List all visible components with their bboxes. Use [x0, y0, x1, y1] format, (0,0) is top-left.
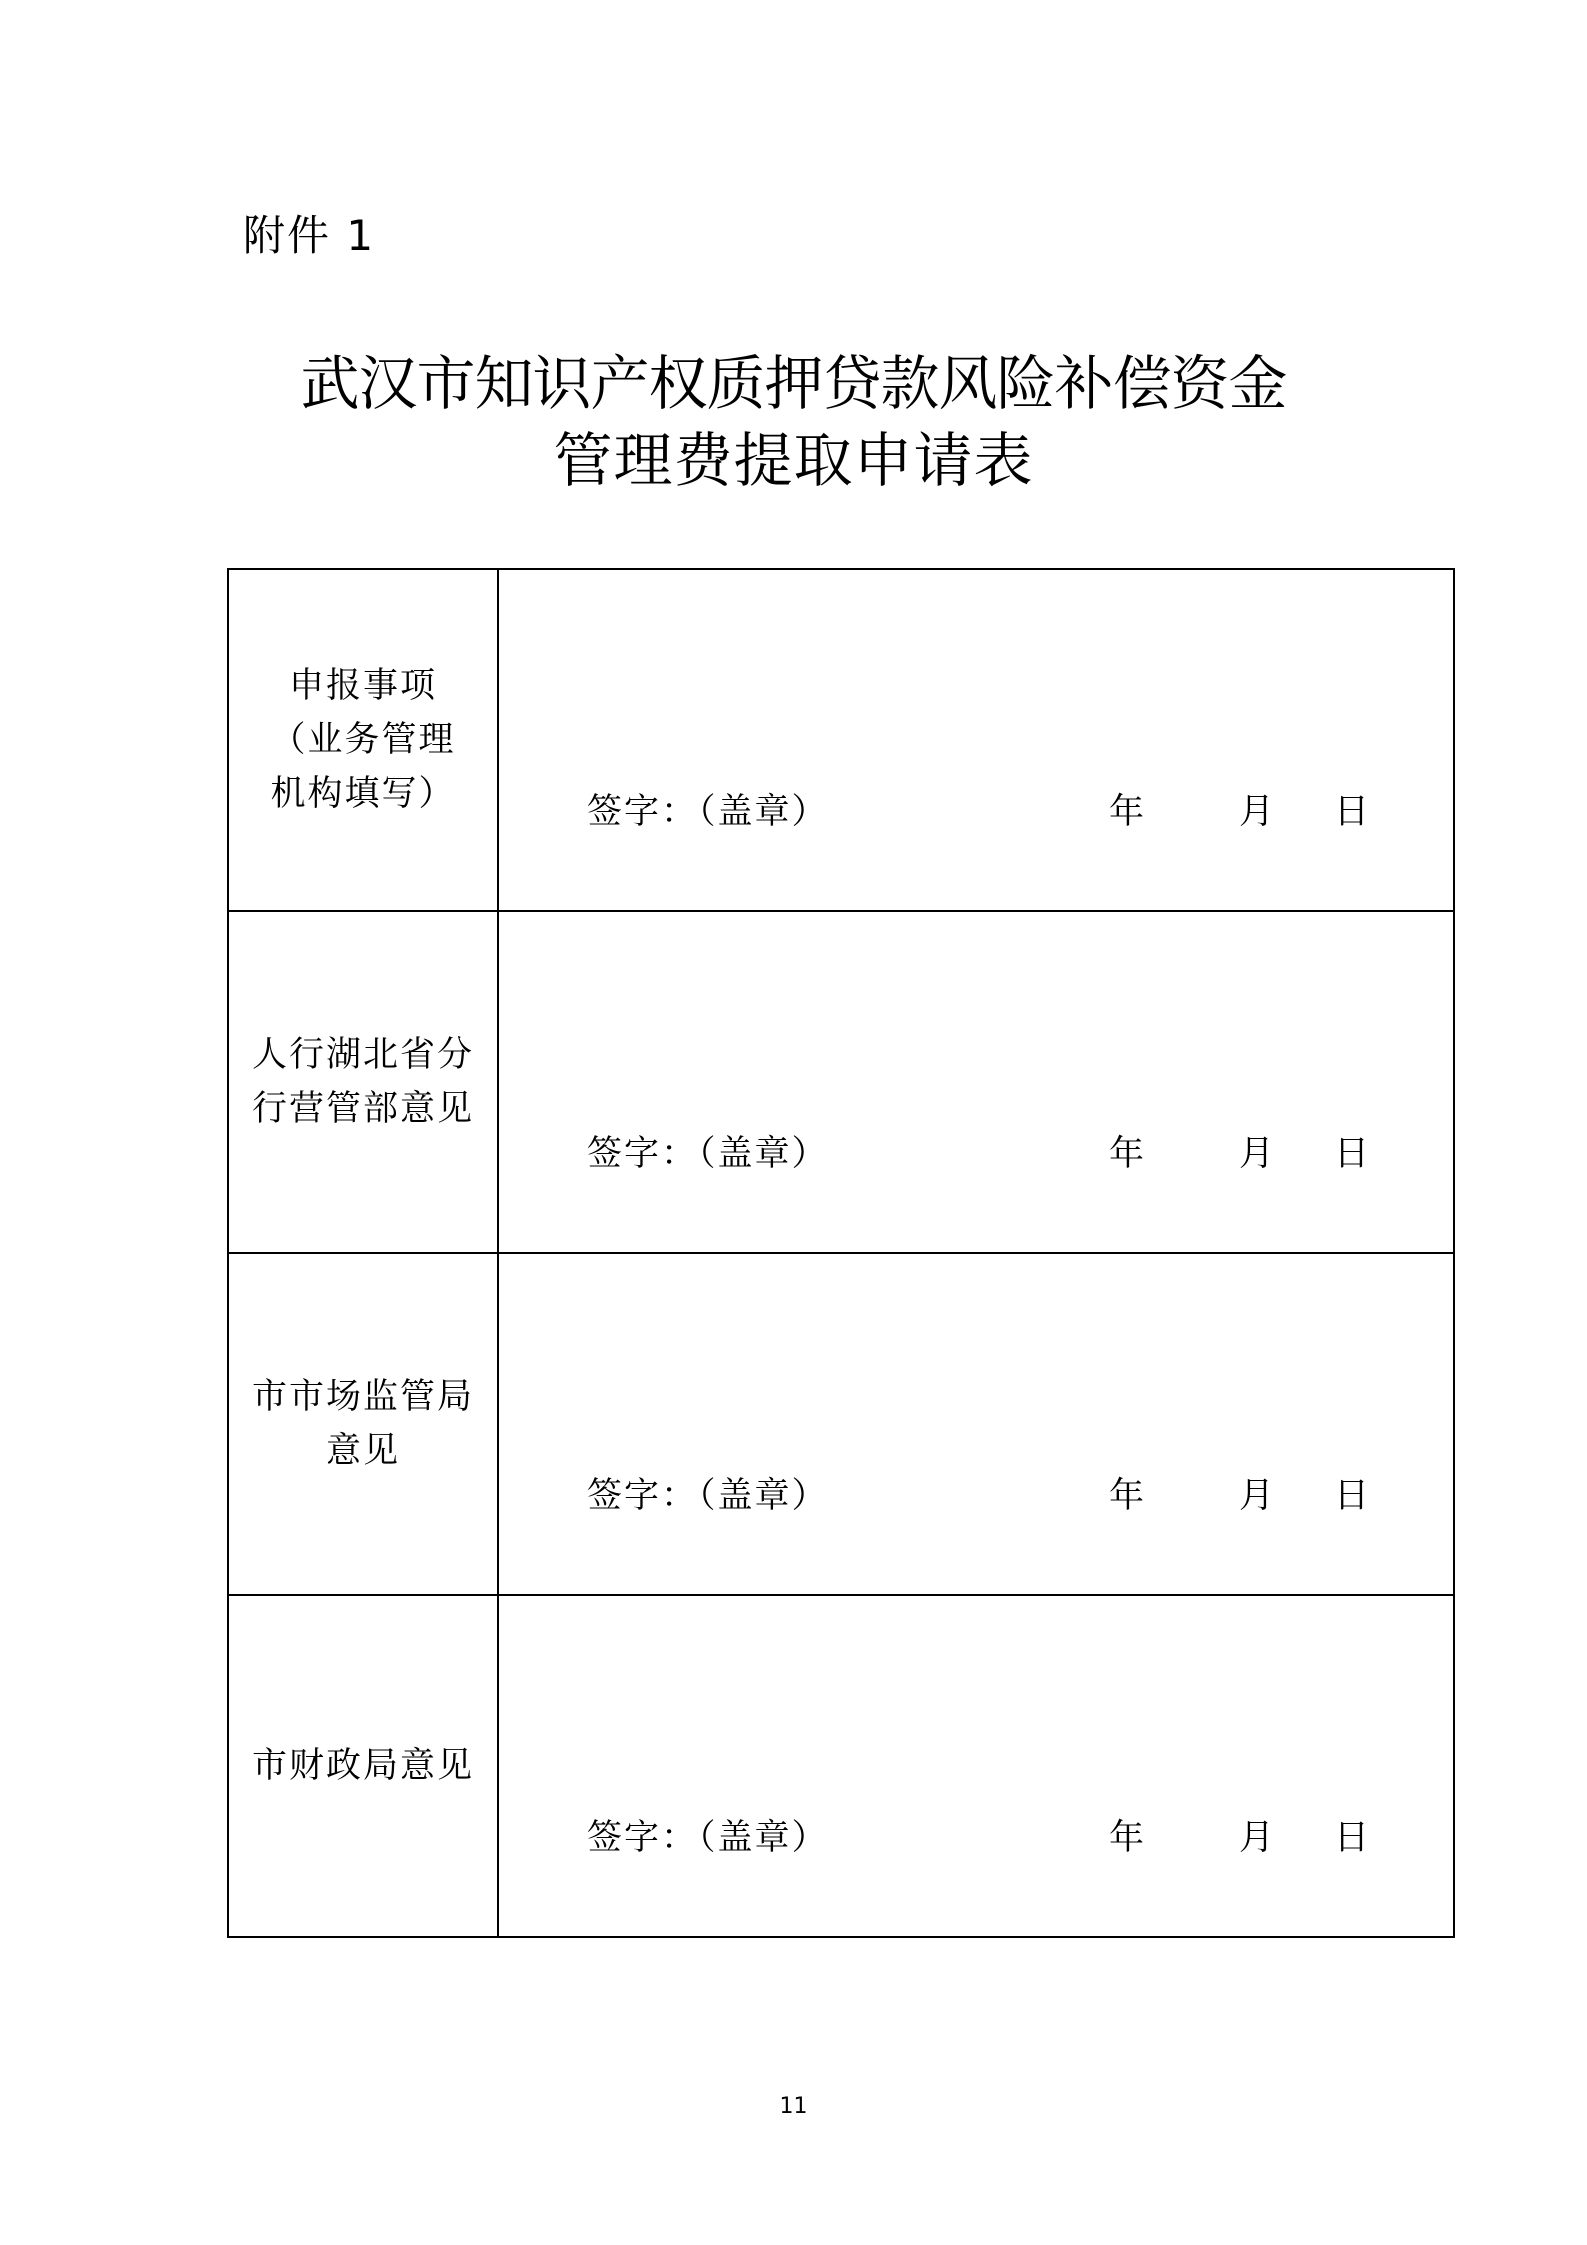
opinion-input-area[interactable] [498, 569, 1454, 911]
form-row-declaration [228, 569, 1454, 911]
date-year-label: 年 [1109, 792, 1145, 832]
date-month-label: 月 [1239, 1818, 1275, 1858]
row-label-cell [228, 911, 498, 1253]
row-label-line: 意见 [325, 1431, 400, 1471]
opinion-input-area[interactable] [498, 1253, 1454, 1595]
signature-stamp-label: 签字：（盖章） [587, 1476, 829, 1516]
document-title-line-1: 武汉市知识产权质押贷款风险补偿资金 [300, 349, 1287, 418]
opinion-input-area[interactable] [498, 1595, 1454, 1937]
date-day-label: 日 [1334, 1476, 1370, 1516]
signature-stamp-label: 签字：（盖章） [587, 792, 829, 832]
date-day-label: 日 [1334, 1134, 1370, 1174]
row-label-line: 市财政局意见 [251, 1746, 474, 1786]
row-label-line: 机构填写） [270, 774, 456, 814]
row-label-line: 人行湖北省分 [251, 1035, 474, 1075]
page-number: 11 [779, 2094, 808, 2119]
date-year-label: 年 [1109, 1476, 1145, 1516]
opinion-input-area[interactable] [498, 911, 1454, 1253]
date-month-label: 月 [1239, 1134, 1275, 1174]
row-label-cell [228, 1253, 498, 1595]
row-label-line: （业务管理 [270, 720, 456, 760]
date-month-label: 月 [1239, 1476, 1275, 1516]
row-label-line: 申报事项 [288, 666, 437, 706]
date-month-label: 月 [1239, 792, 1275, 832]
form-row-pboc-hubei [228, 911, 1454, 1253]
date-day-label: 日 [1334, 1818, 1370, 1858]
form-row-finance-bureau [228, 1595, 1454, 1937]
date-year-label: 年 [1109, 1818, 1145, 1858]
signature-stamp-label: 签字：（盖章） [587, 1818, 829, 1858]
attachment-label: 附件 1 [243, 211, 376, 260]
row-label [249, 1596, 477, 1936]
row-label [249, 570, 477, 910]
date-day-label: 日 [1334, 792, 1370, 832]
document-title-line-2: 管理费提取申请表 [553, 426, 1034, 495]
signature-stamp-label: 签字：（盖章） [587, 1134, 829, 1174]
row-label-line: 行营管部意见 [251, 1089, 474, 1129]
row-label [249, 912, 477, 1252]
form-row-market-regulation [228, 1253, 1454, 1595]
row-label-cell [228, 569, 498, 911]
row-label [249, 1254, 477, 1594]
row-label-cell [228, 1595, 498, 1937]
application-form-table [227, 568, 1455, 1938]
row-label-line: 市市场监管局 [251, 1377, 474, 1417]
date-year-label: 年 [1109, 1134, 1145, 1174]
